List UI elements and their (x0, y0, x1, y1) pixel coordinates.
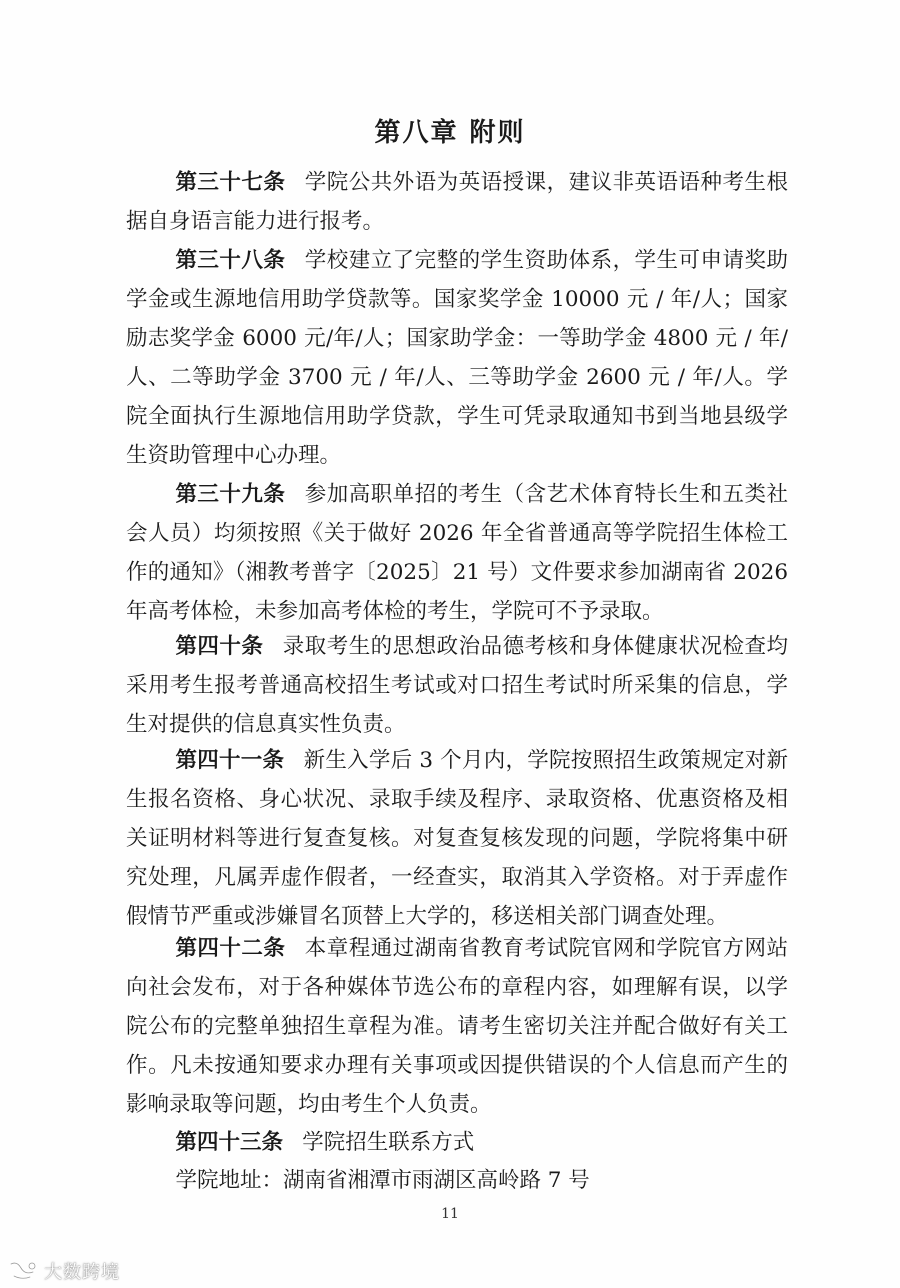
article-label: 第三十八条 (175, 248, 286, 273)
article-label: 第四十一条 (175, 748, 285, 773)
chapter-title: 第八章 附则 (374, 118, 526, 148)
article-text: 录取考生的思想政治品德考核和身体健康状况检查均采用考生报考普通高校招生考试或对口招生考试时所采集的信息，学生对提供的信息真实性负责。 (126, 634, 788, 737)
article-label: 第四十三条 (175, 1130, 283, 1155)
page-number: 11 (441, 1206, 459, 1222)
article-text: 新生入学后 3 个月内，学院按照招生政策规定对新生报名资格、身心状况、录取手续及程序、录取资格、优惠资格及相关证明材料等进行复查复核。对复查复核发现的问题，学院将集中研究处理，凡属弄虚作假者，一经查实，取消其入学资格。对于弄虚作假情节严重或涉嫌冒名顶替上大学的，移送相关部门调查处理。 (126, 748, 788, 929)
article-label: 第四十二条 (175, 936, 286, 961)
article-label: 第三十七条 (175, 170, 286, 195)
article-text: 本章程通过湖南省教育考试院官网和学院官方网站向社会发布，对于各种媒体节选公布的章程内容，如理解有误，以学院公布的完整单独招生章程为准。请考生密切关注并配合做好有关工作。凡未按通知要求办理有关事项或因提供错误的个人信息而产生的影响录取等问题，均由考生个人负责。 (126, 936, 788, 1117)
watermark (8, 1258, 120, 1284)
article-text: 学院公共外语为英语授课，建议非英语语种考生根据自身语言能力进行报考。 (126, 170, 788, 234)
article-label: 第三十九条 (175, 482, 286, 507)
article-38 (126, 241, 788, 475)
article-text: 学校建立了完整的学生资助体系，学生可申请奖助学金或生源地信用助学贷款等。国家奖学金 10000 元 / 年/人；国家励志奖学金 6000 元/年/人；国家助学金：一等助学金 4800 元 / 年/人、二等助学金 3700 元 / 年/人、三等助学金 2600 元 / 年/人。学院全面执行生源地信用助学贷款，学生可凭录取通知书到当地县级学生资助管理中心办理。 (126, 248, 788, 468)
watermark-logo-icon (8, 1260, 38, 1282)
article-42 (126, 929, 788, 1124)
article-40 (126, 627, 788, 744)
article-41 (126, 741, 788, 936)
article-39 (126, 475, 788, 631)
article-43 (126, 1123, 788, 1162)
address-line: 学院地址：湖南省湘潭市雨湖区高岭路 7 号 (175, 1168, 590, 1193)
article-text: 学院招生联系方式 (302, 1130, 475, 1155)
watermark-text: 大数跨境 (44, 1262, 120, 1283)
article-37 (126, 163, 788, 241)
article-text: 参加高职单招的考生（含艺术体育特长生和五类社会人员）均须按照《关于做好 2026 年全省普通高等学院招生体检工作的通知》（湘教考普字〔2025〕21 号）文件要求参加湖南省 2026 年高考体检，未参加高考体检的考生，学院可不予录取。 (126, 482, 788, 624)
article-label: 第四十条 (175, 634, 264, 659)
